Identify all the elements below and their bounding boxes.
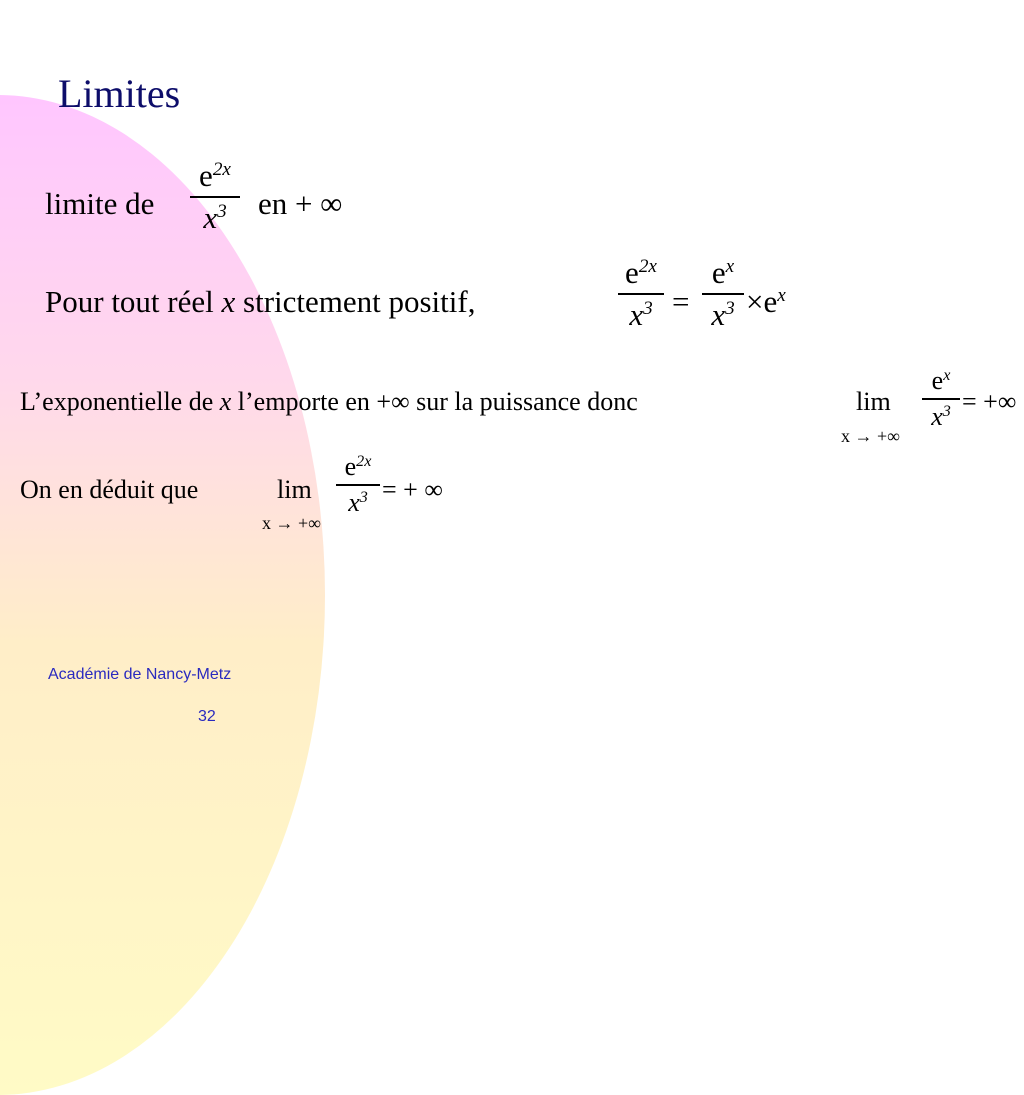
lim-operator: lim xyxy=(277,475,312,504)
fraction-numerator: $e^{2x}$ xyxy=(199,158,231,193)
fraction-ex-over-x3 xyxy=(922,364,960,434)
limit-suffix: en + ∞ xyxy=(258,186,343,221)
equals-sign: = xyxy=(672,284,690,319)
fraction-numerator: $e^{2x}$ xyxy=(344,452,372,481)
fraction-ex-over-x3 xyxy=(702,253,744,335)
fraction-e2x-over-x3 xyxy=(190,156,240,238)
fraction-numerator: $e^x$ xyxy=(711,255,735,290)
fraction-denominator: $x^3$ xyxy=(348,488,368,517)
times-e-power-x: $\times e^x$ xyxy=(746,284,786,319)
fraction-denominator: $x^3$ xyxy=(203,200,227,235)
fraction-e2x-over-x3 xyxy=(336,450,380,520)
fraction-denominator: $x^3$ xyxy=(931,402,951,431)
dominance-statement: L’exponentielle de x l’emporte en +∞ sur la puissance donc xyxy=(20,387,638,416)
fraction-denominator: $x^3$ xyxy=(629,297,653,332)
slide-title: Limites xyxy=(58,71,181,116)
footer-academy: Académie de Nancy-Metz xyxy=(48,666,232,683)
rewrite-statement: Pour tout réel x strictement positif, xyxy=(45,284,476,319)
lim-subscript: x → +∞ xyxy=(262,513,321,533)
limit-result: = +∞ xyxy=(962,387,1017,416)
limit-prefix: limite de xyxy=(45,186,155,221)
lim-subscript: x → +∞ xyxy=(841,426,900,446)
page-number: 32 xyxy=(198,708,216,725)
conclusion-statement: On en déduit que xyxy=(20,475,199,504)
background-decoration xyxy=(0,95,325,1095)
limit-result: = + ∞ xyxy=(382,475,443,504)
fraction-e2x-over-x3-left xyxy=(618,253,664,335)
lim-operator: lim xyxy=(856,387,891,416)
fraction-numerator: $e^x$ xyxy=(931,366,951,395)
fraction-denominator: $x^3$ xyxy=(711,297,735,332)
fraction-numerator: $e^{2x}$ xyxy=(625,255,657,290)
